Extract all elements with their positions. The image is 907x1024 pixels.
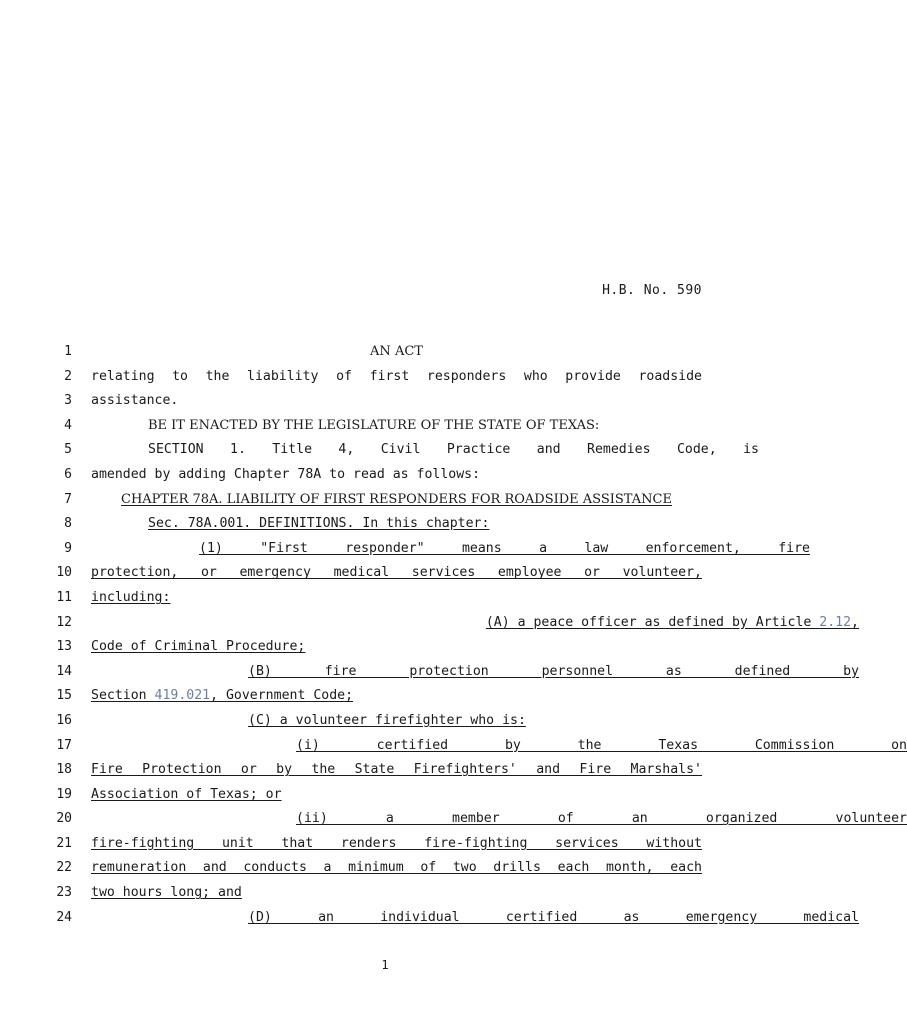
line-2 bbox=[0, 366, 770, 391]
line-text: (A) a peace officer as defined by Article bbox=[485, 614, 820, 630]
line-text-wrap bbox=[91, 688, 702, 703]
line-text-wrap bbox=[91, 639, 702, 654]
section-heading-text: Sec. 78A.001. DEFINITIONS. In this chapter: bbox=[148, 516, 490, 532]
line-number: 24 bbox=[56, 909, 72, 925]
line-number: 23 bbox=[56, 885, 72, 901]
line-number: 15 bbox=[56, 688, 72, 704]
line-text-wrap bbox=[91, 590, 702, 605]
line-text: Fire Protection or by the State Firefighters' and Fire Marshals' bbox=[91, 762, 702, 778]
line-text: (1) "First responder" means a law enforcement, fire bbox=[199, 540, 810, 556]
line-14 bbox=[0, 661, 859, 686]
line-number: 13 bbox=[56, 639, 72, 655]
line-19 bbox=[0, 784, 770, 809]
line-text: including: bbox=[91, 589, 171, 605]
line-text: Code of Criminal Procedure; bbox=[91, 639, 306, 655]
line-text-wrap bbox=[91, 885, 702, 900]
line-number: 9 bbox=[64, 540, 72, 556]
line-number: 18 bbox=[56, 762, 72, 778]
line-number: 6 bbox=[64, 466, 72, 482]
line-11 bbox=[0, 587, 770, 612]
line-6 bbox=[0, 464, 770, 489]
line-text: assistance. bbox=[91, 393, 179, 409]
line-text: SECTION 1. Title 4, Civil Practice and Remedies Code, is bbox=[148, 442, 759, 458]
line-10 bbox=[0, 562, 770, 587]
line-number: 19 bbox=[56, 786, 72, 802]
line-text: (ii) a member of an organized volunteer bbox=[296, 811, 907, 827]
line-number: 1 bbox=[64, 344, 72, 359]
line-number: 3 bbox=[64, 393, 72, 409]
line-number: 22 bbox=[56, 860, 72, 876]
line-text-end: , bbox=[851, 614, 859, 630]
line-number: 11 bbox=[56, 589, 72, 605]
line-text: protection, or emergency medical services employee or volunteer, bbox=[91, 565, 702, 581]
line-20 bbox=[0, 808, 907, 833]
line-text-wrap bbox=[91, 615, 859, 630]
line-text-start: Section bbox=[91, 688, 155, 704]
line-text-wrap bbox=[91, 713, 859, 728]
line-text: fire-fighting unit that renders fire-fighting services without bbox=[91, 835, 702, 851]
line-1 bbox=[0, 341, 770, 366]
line-8 bbox=[0, 513, 770, 538]
chapter-heading bbox=[91, 492, 702, 507]
line-number: 17 bbox=[56, 737, 72, 753]
line-text: two hours long; and bbox=[91, 885, 242, 901]
enacting-clause: BE IT ENACTED BY THE LEGISLATURE OF THE STATE OF TEXAS: bbox=[148, 417, 600, 433]
line-15 bbox=[0, 685, 770, 710]
line-24 bbox=[0, 907, 859, 932]
line-number: 7 bbox=[64, 491, 72, 507]
line-number: 5 bbox=[64, 442, 72, 458]
line-3 bbox=[0, 390, 770, 415]
line-number: 21 bbox=[56, 835, 72, 851]
line-number: 8 bbox=[64, 516, 72, 532]
line-text: remuneration and conducts a minimum of two drills each month, each bbox=[91, 860, 702, 876]
line-18 bbox=[0, 759, 770, 784]
line-text: (C) a volunteer firefighter who is: bbox=[248, 712, 526, 728]
line-text-wrap bbox=[91, 787, 702, 802]
line-21 bbox=[0, 833, 770, 858]
statute-link[interactable]: 419.021 bbox=[154, 688, 211, 704]
line-text: relating to the liability of first responders who provide roadside bbox=[91, 368, 702, 384]
line-text-end: , Government Code; bbox=[210, 688, 354, 704]
line-12 bbox=[0, 612, 859, 637]
line-number: 2 bbox=[64, 368, 72, 384]
line-7 bbox=[0, 489, 770, 514]
line-text: (D) an individual certified as emergency medical bbox=[248, 909, 859, 925]
page-number: 1 bbox=[381, 958, 389, 972]
line-text: amended by adding Chapter 78A to read as follows: bbox=[91, 466, 481, 482]
line-17 bbox=[0, 735, 907, 760]
line-text: Association of Texas; or bbox=[91, 786, 282, 802]
line-number: 12 bbox=[56, 614, 72, 630]
line-4 bbox=[0, 415, 770, 440]
line-9 bbox=[0, 538, 810, 563]
line-23 bbox=[0, 882, 770, 907]
line-number: 4 bbox=[64, 417, 72, 433]
line-22 bbox=[0, 857, 770, 882]
line-number: 10 bbox=[56, 565, 72, 581]
chapter-heading-text: CHAPTER 78A. LIABILITY OF FIRST RESPONDERS FOR ROADSIDE ASSISTANCE bbox=[121, 491, 672, 507]
line-13 bbox=[0, 636, 770, 661]
bill-text bbox=[0, 341, 907, 931]
act-title: AN ACT bbox=[370, 344, 423, 359]
line-5 bbox=[0, 439, 770, 464]
line-number: 16 bbox=[56, 712, 72, 728]
line-text bbox=[91, 688, 353, 703]
line-16 bbox=[0, 710, 770, 735]
line-number: 20 bbox=[56, 811, 72, 827]
line-text: (B) fire protection personnel as defined by bbox=[248, 663, 859, 679]
section-heading bbox=[91, 516, 759, 531]
line-text: (i) certified by the Texas Commission on bbox=[296, 737, 907, 753]
bill-number: H.B. No. 590 bbox=[602, 283, 702, 298]
statute-link[interactable]: 2.12 bbox=[819, 614, 852, 630]
line-number: 14 bbox=[56, 663, 72, 679]
